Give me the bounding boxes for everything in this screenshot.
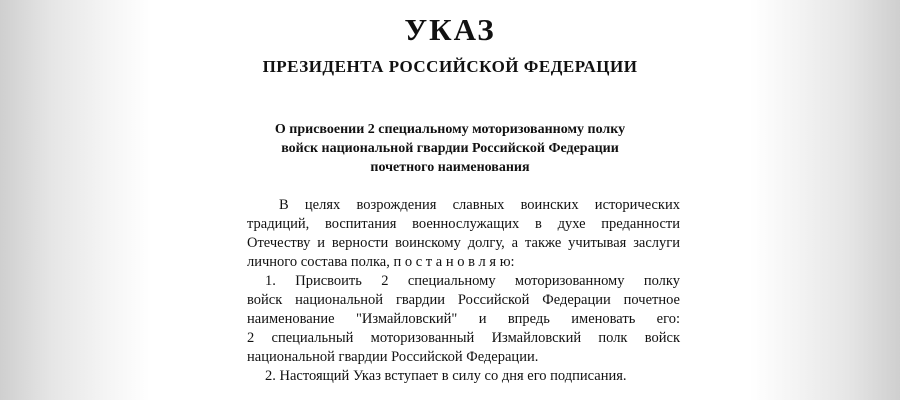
document-body <box>247 196 680 386</box>
body-line: войск национальной гвардии Российской Федерации почетное <box>247 292 680 308</box>
body-line: Отечеству и верности воинскому долгу, а также учитывая заслуги <box>247 235 680 251</box>
body-line: 2 специальный моторизованный Измайловский полк войск <box>247 330 680 346</box>
subject-line: войск национальной гвардии Российской Федерации <box>281 141 619 156</box>
document-subject <box>210 120 690 177</box>
body-line: личного состава полка, п о с т а н о в л я ю: <box>247 254 515 270</box>
body-line: национальной гвардии Российской Федерации. <box>247 349 539 365</box>
subject-line: О присвоении 2 специальному моторизованному полку <box>274 122 626 137</box>
body-line: 2. Настоящий Указ вступает в силу со дня его подписания. <box>265 368 627 384</box>
right-background-shade <box>750 0 900 400</box>
body-line: В целях возрождения славных воинских исторических <box>279 197 680 213</box>
subject-line: почетного наименования <box>370 160 530 175</box>
left-background-shade <box>0 0 150 400</box>
document-page <box>150 0 750 400</box>
document-type-heading: УКАЗ <box>404 12 496 47</box>
body-line: традиций, воспитания военнослужащих в духе преданности <box>247 216 680 232</box>
document-issuer-heading: ПРЕЗИДЕНТА РОССИЙСКОЙ ФЕДЕРАЦИИ <box>262 57 638 76</box>
body-line: наименование "Измайловский" и впредь именовать его: <box>247 311 680 327</box>
body-line: 1. Присвоить 2 специальному моторизованному полку <box>265 273 680 289</box>
